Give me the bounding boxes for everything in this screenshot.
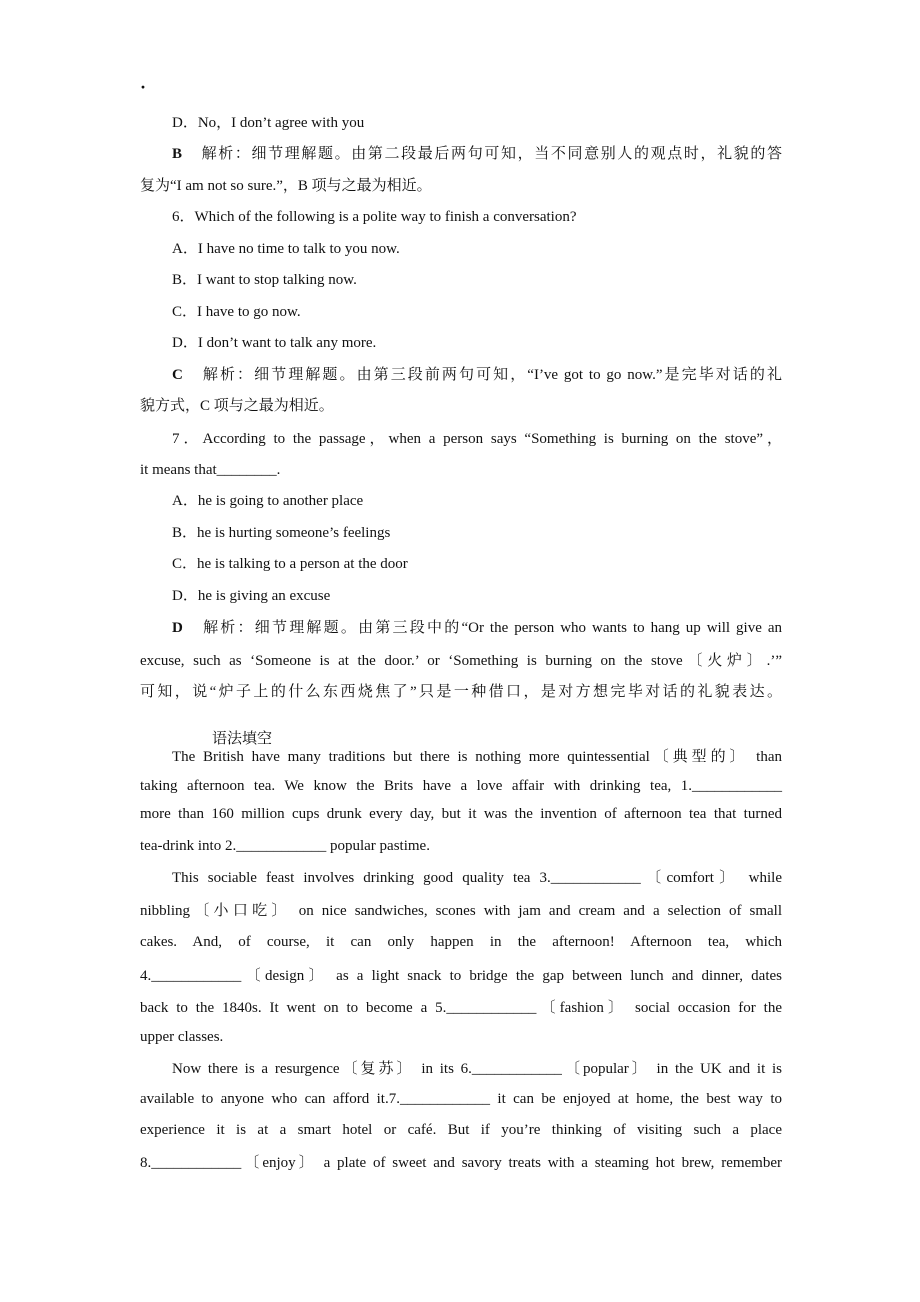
q6-option-d: D．I don’t want to talk any more. [172,335,377,351]
passage-line: tea-drink into 2.____________ popular pastime. [140,838,430,854]
q7-stem-line-2: it means that________. [140,462,281,478]
q6-option-c: C．I have to go now. [172,304,301,320]
q6-analysis-line-1 [172,366,782,384]
passage-line: upper classes. [140,1029,224,1045]
section-heading-grammar-fill: 语法填空 [212,729,273,747]
passage-line: The British have many traditions but there is nothing more quintessential〔典型的〕 than [172,749,782,765]
passage-line: more than 160 million cups drunk every day, but it was the invention of afternoon tea that turned [140,806,782,822]
q6-analysis-line-2: 貌方式，C 项与之最为相近。 [140,398,334,414]
q7-stem-line-1: 7．According to the passage，when a person says “Something is burning on the stove”， [172,431,782,447]
q7-analysis-line-1 [172,619,782,637]
q7-option-c: C．he is talking to a person at the door [172,556,408,572]
q7-analysis-line-3: 可知，说“炉子上的什么东西烧焦了”只是一种借口，是对方想完毕对话的礼貌表达。 [140,684,782,700]
passage-line: Now there is a resurgence〔复苏〕 in its 6.____________〔popular〕 in the UK and it is [172,1061,782,1077]
q6-answer: C [172,367,183,383]
q7-option-a: A．he is going to another place [172,493,364,509]
passage-line: available to anyone who can afford it.7.____________ it can be enjoyed at home, the best way to [140,1091,782,1107]
q7-analysis-text: 解析：细节理解题。由第三段中的“Or the person who wants to hang up will give an [200,620,782,636]
q7-analysis-line-2: excuse, such as ‘Someone is at the door.’ or ‘Something is burning on the stove〔火炉〕.’” [140,653,782,669]
passage-line: 8.____________〔enjoy〕 a plate of sweet and savory treats with a steaming hot brew, remember [140,1155,782,1171]
q6-option-b: B．I want to stop talking now. [172,272,357,288]
page-marker: · [140,77,147,97]
q7-option-b: B．he is hurting someone’s feelings [172,525,391,541]
q5-answer: B [172,146,183,162]
passage-line: taking afternoon tea. We know the Brits have a love affair with drinking tea, 1.____________ [140,778,782,794]
q6-analysis-text: 解析：细节理解题。由第三段前两句可知，“I’ve got to go now.”是完毕对话的礼 [200,367,782,383]
passage-line: cakes. And, of course, it can only happen in the afternoon! Afternoon tea, which [140,934,782,950]
q7-answer: D [172,620,183,636]
q6-stem: 6．Which of the following is a polite way to finish a conversation? [172,209,577,225]
q6-option-a: A．I have no time to talk to you now. [172,241,400,257]
passage-line: This sociable feast involves drinking good quality tea 3.____________〔comfort〕 while [172,870,782,886]
passage-line: 4.____________〔design〕 as a light snack to bridge the gap between lunch and dinner, dates [140,968,782,984]
q5-analysis-line-1 [172,145,782,163]
passage-line: back to the 1840s. It went on to become a 5.____________〔fashion〕 social occasion for the [140,1000,782,1016]
q5-analysis-line-2: 复为“I am not so sure.”，B 项与之最为相近。 [140,178,432,194]
q5-option-d: D．No，I don’t agree with you [172,115,365,131]
q5-analysis-text: 解析：细节理解题。由第二段最后两句可知，当不同意别人的观点时，礼貌的答 [200,146,782,162]
q7-option-d: D．he is giving an excuse [172,588,331,604]
passage-line: nibbling〔小口吃〕 on nice sandwiches, scones with jam and cream and a selection of small [140,903,782,919]
passage-line: experience it is at a smart hotel or café. But if you’re thinking of visiting such a place [140,1122,782,1138]
